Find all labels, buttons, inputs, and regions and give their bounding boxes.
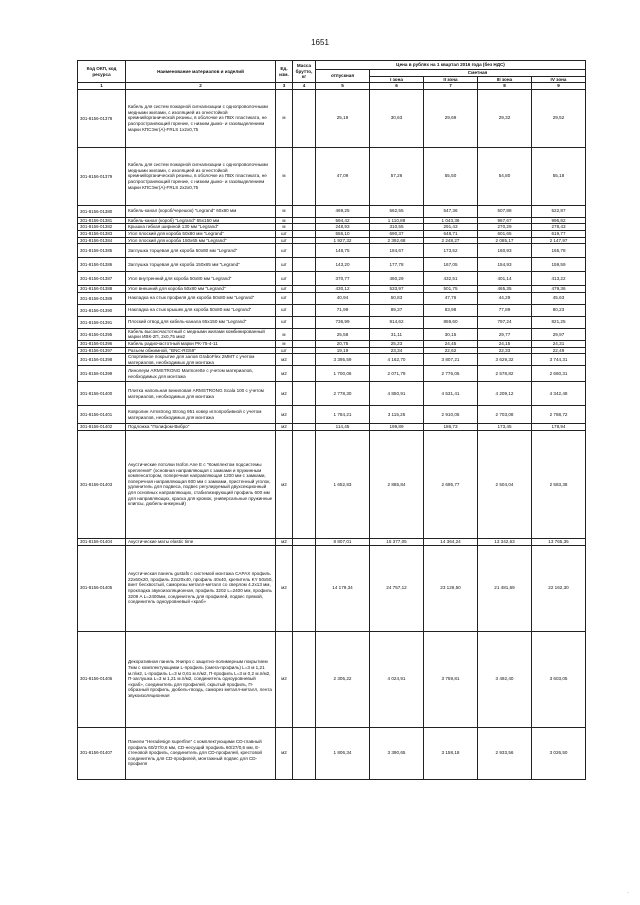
price-zone-2: 501,75: [424, 286, 478, 293]
price-release: 2 778,30: [316, 382, 370, 406]
header-release: отпускная: [316, 70, 370, 83]
item-name: Угол плоский для короба 150x65 мм "Legrand": [126, 237, 276, 244]
price-release: 469,25: [316, 205, 370, 217]
price-zone-1: 184,67: [370, 244, 424, 258]
item-mass: [293, 366, 316, 382]
price-zone-3: 13 342,63: [478, 538, 532, 545]
item-name: Акустическая панель gustafs с системой монтажа СAPAX профиль 22x60x20, профиль 22x20x40, профиль 40x40, крепитель KY 50x50, винт бесхвостый, саморезы металл-металл со сверлом 4.2x13 мм, прокладка звукоизоляционная, профиль 3202 L=2400 мм, профиль 3209 A L=2400мм, соединитель для профилей, подвес прямой, соединитель одноуровневый «краб»: [126, 545, 276, 631]
price-zone-2: 432,51: [424, 272, 478, 286]
price-zone-1: 89,37: [370, 304, 424, 316]
item-mass: [293, 244, 316, 258]
price-zone-4: 80,23: [532, 304, 586, 316]
price-zone-2: 173,52: [424, 244, 478, 258]
price-zone-3: 24,15: [478, 340, 532, 347]
item-mass: [293, 147, 316, 205]
price-zone-2: 2 910,05: [424, 406, 478, 424]
item-mass: [293, 272, 316, 286]
price-zone-4: 13 765,35: [532, 538, 586, 545]
price-zone-2: 2 776,05: [424, 366, 478, 382]
item-unit: м: [276, 205, 293, 217]
item-unit: м: [276, 340, 293, 347]
table-row: [78, 382, 586, 406]
item-mass: [293, 424, 316, 431]
item-unit: м: [276, 89, 293, 147]
table-row: [78, 316, 586, 328]
scan-mark: ·: [627, 890, 629, 896]
price-zone-3: 29,32: [478, 89, 532, 147]
item-code: 301-8156-01406: [78, 631, 126, 727]
price-zone-2: 859,60: [424, 316, 478, 328]
price-zone-4: 278,43: [532, 224, 586, 231]
price-zone-1: 460,29: [370, 272, 424, 286]
item-mass: [293, 89, 316, 147]
price-release: 1 652,83: [316, 430, 370, 538]
price-release: 8 807,01: [316, 538, 370, 545]
item-code: 301-8156-01388: [78, 286, 126, 293]
table-row: [78, 217, 586, 224]
item-mass: [293, 347, 316, 354]
item-mass: [293, 230, 316, 237]
price-release: 370,77: [316, 272, 370, 286]
price-zone-2: 2 248,27: [424, 237, 478, 244]
item-name: Угол внешний для короба 50x80 мм "Legrand": [126, 286, 276, 293]
price-zone-2: 3 807,21: [424, 354, 478, 366]
table-row: [78, 230, 586, 237]
price-release: 1 927,32: [316, 237, 370, 244]
item-name: Кабель для систем пожарной сигнализации с однопроволочными медными жилами, с изоляцией из огнестойкой кремнийорганической резины, в оболочке из ПВХ пластиката, не распространяющий горение, с низким дымо- и газовыделением марки КПСЭнг(А)-FRLS 1x2x0,75: [126, 89, 276, 147]
item-name: Кабель радиочастотный марки РК-75-4-11: [126, 340, 276, 347]
price-zone-2: 167,05: [424, 258, 478, 272]
table-row: [78, 347, 586, 354]
price-zone-3: 3 492,40: [478, 631, 532, 727]
column-index: 1: [78, 83, 126, 90]
price-zone-3: 2 578,82: [478, 366, 532, 382]
price-zone-3: 401,14: [478, 272, 532, 286]
item-name: Заглушка торцевая для короба 150x65 мм "Legrand": [126, 258, 276, 272]
item-code: 301-8156-01402: [78, 424, 126, 431]
header-code: Код ОКП, код ресурса: [78, 61, 126, 83]
item-code: 301-8156-01383: [78, 230, 126, 237]
price-zone-4: 3 744,31: [532, 354, 586, 366]
item-code: 301-8156-01407: [78, 727, 126, 779]
price-zone-3: 967,67: [478, 217, 532, 224]
price-zone-3: 797,24: [478, 316, 532, 328]
price-zone-4: 29,97: [532, 328, 586, 340]
price-release: 3 395,59: [316, 354, 370, 366]
item-code: 301-8156-01399: [78, 366, 126, 382]
price-zone-1: 3 390,65: [370, 727, 424, 779]
item-unit: м2: [276, 727, 293, 779]
price-table: [77, 60, 586, 780]
table-row: [78, 292, 586, 304]
table-row: [78, 89, 586, 147]
item-code: 301-8156-01380: [78, 205, 126, 217]
price-zone-4: 2 660,31: [532, 366, 586, 382]
price-zone-4: 4 342,48: [532, 382, 586, 406]
price-zone-4: 2 147,97: [532, 237, 586, 244]
price-zone-1: 2 885,84: [370, 430, 424, 538]
column-index: 3: [276, 83, 293, 90]
item-mass: [293, 237, 316, 244]
item-name: Кабель-канал (короб) "Legrand" 65x150 мм: [126, 217, 276, 224]
item-name: Линолеум ARMSTRONG Marmorette с учетом материалов, необходимых для монтажа: [126, 366, 276, 382]
price-zone-1: 4 162,70: [370, 354, 424, 366]
item-code: 301-8156-01385: [78, 244, 126, 258]
price-release: 556,10: [316, 230, 370, 237]
price-zone-3: 4 209,12: [478, 382, 532, 406]
item-code: 301-8156-01397: [78, 347, 126, 354]
item-code: 301-8156-01395: [78, 328, 126, 340]
price-zone-1: 914,62: [370, 316, 424, 328]
price-zone-4: 3 603,05: [532, 631, 586, 727]
table-row: [78, 366, 586, 382]
price-zone-3: 465,35: [478, 286, 532, 293]
table-row: [78, 304, 586, 316]
price-zone-3: 44,29: [478, 292, 532, 304]
price-zone-1: 177,78: [370, 258, 424, 272]
item-mass: [293, 340, 316, 347]
item-mass: [293, 224, 316, 231]
price-zone-2: 30,15: [424, 328, 478, 340]
item-unit: шт: [276, 286, 293, 293]
price-zone-3: 270,29: [478, 224, 532, 231]
item-unit: шт: [276, 316, 293, 328]
item-name: Угол внутренний для короба 50x80 мм "Legrand": [126, 272, 276, 286]
table-row: [78, 424, 586, 431]
table-row: [78, 272, 586, 286]
item-code: 301-8156-01381: [78, 217, 126, 224]
item-name: Плоский отвод для кабель-канала 65x150 мм "Legrand": [126, 316, 276, 328]
price-zone-2: 3 759,81: [424, 631, 478, 727]
price-release: 143,20: [316, 258, 370, 272]
header-unit: Ед. изм.: [276, 61, 293, 83]
item-mass: [293, 631, 316, 727]
item-code: 301-8156-01390: [78, 304, 126, 316]
item-name: Угол плоский для короба 50x80 мм "Legrand": [126, 230, 276, 237]
price-zone-2: 186,73: [424, 424, 478, 431]
page-number: 1651: [311, 38, 329, 47]
price-zone-1: 199,89: [370, 424, 424, 431]
price-release: 1 806,34: [316, 727, 370, 779]
item-code: 301-8156-01379: [78, 147, 126, 205]
header-zone-2: II зона: [424, 76, 478, 83]
price-zone-4: 29,52: [532, 89, 586, 147]
item-code: 301-8156-01404: [78, 538, 126, 545]
price-release: 430,12: [316, 286, 370, 293]
item-name: Плитка напольная виниловая ARMSTRONG Scala 100 с учетом материалов, необходимых для монтажа: [126, 382, 276, 406]
price-zone-3: 507,88: [478, 205, 532, 217]
table-row: [78, 244, 586, 258]
table-row: [78, 224, 586, 231]
item-mass: [293, 304, 316, 316]
column-index: 5: [316, 83, 370, 90]
table-row: [78, 430, 586, 538]
price-zone-4: 45,63: [532, 292, 586, 304]
price-release: 14 179,34: [316, 545, 370, 631]
price-zone-2: 22,62: [424, 347, 478, 354]
price-zone-2: 83,98: [424, 304, 478, 316]
item-name: Кабель-канал (короб/черешок) "Legrand" 60x80 мм: [126, 205, 276, 217]
price-zone-4: 2 788,72: [532, 406, 586, 424]
header-estimate: Сметная: [370, 70, 586, 77]
price-zone-4: 24,31: [532, 340, 586, 347]
price-zone-3: 54,80: [478, 147, 532, 205]
table-row: [78, 286, 586, 293]
price-zone-2: 55,50: [424, 147, 478, 205]
item-unit: шт: [276, 272, 293, 286]
price-zone-4: 619,77: [532, 230, 586, 237]
item-mass: [293, 382, 316, 406]
price-release: 248,93: [316, 224, 370, 231]
item-unit: шт: [276, 258, 293, 272]
price-zone-1: 25,23: [370, 340, 424, 347]
item-mass: [293, 316, 316, 328]
item-name: Кабель для систем пожарной сигнализации с однопроволочными медными жилами, с изоляцией из огнестойкой кремнийорганической резины, в оболочке из ПВХ пластиката, не распространяющий горение, с низким дымо- и газовыделением марки КПСЭнг(А)-FRLS 2x2x0,75: [126, 147, 276, 205]
price-zone-2: 23 126,50: [424, 545, 478, 631]
column-index: 2: [126, 83, 276, 90]
item-code: 301-8156-01401: [78, 406, 126, 424]
price-zone-1: 2 392,68: [370, 237, 424, 244]
price-zone-4: 413,22: [532, 272, 586, 286]
header-zone-1: I зона: [370, 76, 424, 83]
price-release: 19,19: [316, 347, 370, 354]
price-release: 25,19: [316, 89, 370, 147]
item-code: 301-8156-01382: [78, 224, 126, 231]
table-row: [78, 147, 586, 205]
table-body: [78, 89, 586, 779]
item-name: Акустические маты elastic time: [126, 538, 276, 545]
header-zone-4: IV зона: [532, 76, 586, 83]
table-row: [78, 354, 586, 366]
item-unit: м2: [276, 366, 293, 382]
price-zone-3: 154,93: [478, 258, 532, 272]
item-code: 301-8156-01398: [78, 354, 126, 366]
header-index-row: [78, 83, 586, 90]
price-zone-3: 160,93: [478, 244, 532, 258]
item-name: Подложка "Полифом-Вибро": [126, 424, 276, 431]
price-release: 47,09: [316, 147, 370, 205]
price-zone-1: 15 377,05: [370, 538, 424, 545]
price-zone-4: 22 162,30: [532, 545, 586, 631]
item-mass: [293, 328, 316, 340]
price-zone-3: 2 085,17: [478, 237, 532, 244]
item-code: 301-8156-01389: [78, 292, 126, 304]
price-release: 148,75: [316, 244, 370, 258]
item-unit: шт: [276, 304, 293, 316]
item-unit: м2: [276, 538, 293, 545]
price-zone-1: 1 110,88: [370, 217, 424, 224]
item-mass: [293, 430, 316, 538]
price-zone-3: 2 933,56: [478, 727, 532, 779]
item-unit: м2: [276, 631, 293, 727]
item-mass: [293, 205, 316, 217]
price-release: 20,75: [316, 340, 370, 347]
price-zone-1: 24 757,12: [370, 545, 424, 631]
item-name: Накладка на стык крышек для короба 50x80 мм "Legrand": [126, 304, 276, 316]
price-release: 71,99: [316, 304, 370, 316]
table-row: [78, 538, 586, 545]
table-row: [78, 545, 586, 631]
price-zone-4: 2 583,38: [532, 430, 586, 538]
item-mass: [293, 406, 316, 424]
item-mass: [293, 286, 316, 293]
item-name: Разъем обжимной, "BNC-RG59": [126, 347, 276, 354]
price-release: 1 784,21: [316, 406, 370, 424]
item-unit: шт: [276, 237, 293, 244]
table-row: [78, 340, 586, 347]
item-unit: м: [276, 147, 293, 205]
price-zone-1: 50,83: [370, 292, 424, 304]
header-mass: Масса брутто, кг: [293, 61, 316, 83]
item-code: 301-8156-01391: [78, 316, 126, 328]
price-release: 114,45: [316, 424, 370, 431]
item-name: Накладка на стык профиля для короба 50x80 мм "Legrand": [126, 292, 276, 304]
price-zone-2: 291,43: [424, 224, 478, 231]
price-zone-3: 3 629,32: [478, 354, 532, 366]
price-zone-4: 165,78: [532, 244, 586, 258]
price-zone-2: 14 364,24: [424, 538, 478, 545]
column-index: 8: [478, 83, 532, 90]
item-unit: шт: [276, 347, 293, 354]
table-row: [78, 631, 586, 727]
price-release: 40,94: [316, 292, 370, 304]
item-code: 301-8156-01405: [78, 545, 126, 631]
price-zone-2: 24,45: [424, 340, 478, 347]
price-zone-4: 821,25: [532, 316, 586, 328]
item-unit: м: [276, 328, 293, 340]
table-row: [78, 328, 586, 340]
price-zone-1: 3 115,25: [370, 406, 424, 424]
price-zone-3: 2 703,08: [478, 406, 532, 424]
item-name: Спортивное покрытие для залов GraboFlex 2MMT с учетом материалов, необходимых для монтажа: [126, 354, 276, 366]
item-unit: м: [276, 224, 293, 231]
price-zone-2: 547,36: [424, 205, 478, 217]
price-zone-3: 173,45: [478, 424, 532, 431]
price-zone-3: 22,33: [478, 347, 532, 354]
price-zone-1: 4 850,91: [370, 382, 424, 406]
item-unit: м2: [276, 382, 293, 406]
item-unit: м2: [276, 424, 293, 431]
item-unit: шт: [276, 292, 293, 304]
table-header: [78, 61, 586, 90]
price-zone-4: 22,49: [532, 347, 586, 354]
item-name: Акустические потолки Isofon Ane E с "Комплектом подсистемы крепления" (основная направляющая с замками и пружинным компенсатором, поперечная направляющая 1200 мм с замками, поперечная направляющая 600 мм с замками, пристенный уголок, удлинитель для подвеса, подвес регулируемый двухсекционный для основных направляющих, стабилизирующий профиль 600 мм для направляющих, краска для кромок, универсальные пружинные клипсы, дюбель-анкерный): [126, 430, 276, 538]
item-mass: [293, 545, 316, 631]
item-unit: м2: [276, 545, 293, 631]
table-row: [78, 406, 586, 424]
price-zone-2: 648,71: [424, 230, 478, 237]
item-code: 301-8156-01386: [78, 258, 126, 272]
column-index: 4: [293, 83, 316, 90]
price-zone-4: 159,59: [532, 258, 586, 272]
item-name: Ковролин Armstrong Strong 951 ковер иглопробивной с учетом материалов, необходимых для монтажа: [126, 406, 276, 424]
price-zone-4: 522,87: [532, 205, 586, 217]
table-row: [78, 727, 586, 779]
price-zone-2: 29,69: [424, 89, 478, 147]
price-zone-1: 2 071,79: [370, 366, 424, 382]
price-zone-4: 55,18: [532, 147, 586, 205]
price-zone-2: 4 531,41: [424, 382, 478, 406]
price-zone-2: 3 158,18: [424, 727, 478, 779]
price-zone-3: 21 481,69: [478, 545, 532, 631]
price-zone-1: 23,34: [370, 347, 424, 354]
price-release: 25,58: [316, 328, 370, 340]
header-zone-3: III зона: [478, 76, 532, 83]
item-unit: шт: [276, 244, 293, 258]
table-row: [78, 237, 586, 244]
item-code: 301-8156-01378: [78, 89, 126, 147]
price-zone-4: 3 026,50: [532, 727, 586, 779]
item-mass: [293, 258, 316, 272]
item-mass: [293, 354, 316, 366]
item-code: 301-8156-01403: [78, 430, 126, 538]
price-release: 2 305,22: [316, 631, 370, 727]
item-unit: шт: [276, 230, 293, 237]
item-unit: м2: [276, 430, 293, 538]
header-price-group: Цена в рублях на 1 квартал 2016 года (без НДС): [316, 61, 586, 70]
table-row: [78, 205, 586, 217]
column-index: 6: [370, 83, 424, 90]
price-release: 1 700,06: [316, 366, 370, 382]
item-name: Панели "Heradesign superfine" с комплектующими CD-главный профиль 60/27/0,6 мм, CD-несущий профиль 60/27/0,6 мм, Е-стеновой профиль, соединитель для CD-профилей, крестовой соединитель для CD-профилей, монтажный подвес для CD-профиля: [126, 727, 276, 779]
price-zone-3: 29,77: [478, 328, 532, 340]
item-unit: м2: [276, 354, 293, 366]
price-zone-3: 601,65: [478, 230, 532, 237]
column-index: 9: [532, 83, 586, 90]
column-index: 7: [424, 83, 478, 90]
item-code: 301-8156-01396: [78, 340, 126, 347]
price-zone-4: 996,82: [532, 217, 586, 224]
item-name: Декоративная панель Унипро с защитно-полимерным покрытием 7мм с комплектующими L-профиль (омега-профиль) L=3 м 1,21 м.п/м2, L-профиль L=3 м 0,61 м.п/м2, П-профиль L=3 м 0,2 м.п/м2, П-заглушка L=3 м 1,21 м.п/м2, соединитель одноуровневый «краб», соединитель для профилей, скрытый профиль, П-образный профиль, дюбель-гвоздь, саморез металл-металл, лента звукоизоляционная: [126, 631, 276, 727]
price-zone-3: 2 504,04: [478, 430, 532, 538]
price-zone-2: 47,76: [424, 292, 478, 304]
item-code: 301-8156-01387: [78, 272, 126, 286]
item-unit: м: [276, 217, 293, 224]
price-release: 736,99: [316, 316, 370, 328]
price-zone-1: 4 024,91: [370, 631, 424, 727]
item-name: Кабель высокочастотный с медными жилами комбинированный марки ИВК-2П, 2x0,75 мм2: [126, 328, 276, 340]
price-zone-2: 1 043,36: [424, 217, 478, 224]
item-unit: м2: [276, 406, 293, 424]
item-mass: [293, 727, 316, 779]
item-mass: [293, 538, 316, 545]
price-zone-1: 57,26: [370, 147, 424, 205]
price-release: 594,42: [316, 217, 370, 224]
header-name: Наименование материалов и изделий: [126, 61, 276, 83]
price-zone-1: 30,63: [370, 89, 424, 147]
item-code: 301-8156-01384: [78, 237, 126, 244]
price-zone-1: 31,11: [370, 328, 424, 340]
price-zone-1: 533,97: [370, 286, 424, 293]
item-mass: [293, 292, 316, 304]
price-zone-1: 562,55: [370, 205, 424, 217]
item-name: Крышка гибкая шириной 130 мм "Legrand": [126, 224, 276, 231]
table-row: [78, 258, 586, 272]
price-zone-1: 310,55: [370, 224, 424, 231]
price-zone-2: 2 695,77: [424, 430, 478, 538]
price-zone-4: 479,36: [532, 286, 586, 293]
price-zone-4: 178,94: [532, 424, 586, 431]
item-code: 301-8156-01400: [78, 382, 126, 406]
item-name: Заглушка торцевая для короба 50x80 мм "Legrand": [126, 244, 276, 258]
item-mass: [293, 217, 316, 224]
price-zone-1: 690,37: [370, 230, 424, 237]
price-zone-3: 77,89: [478, 304, 532, 316]
